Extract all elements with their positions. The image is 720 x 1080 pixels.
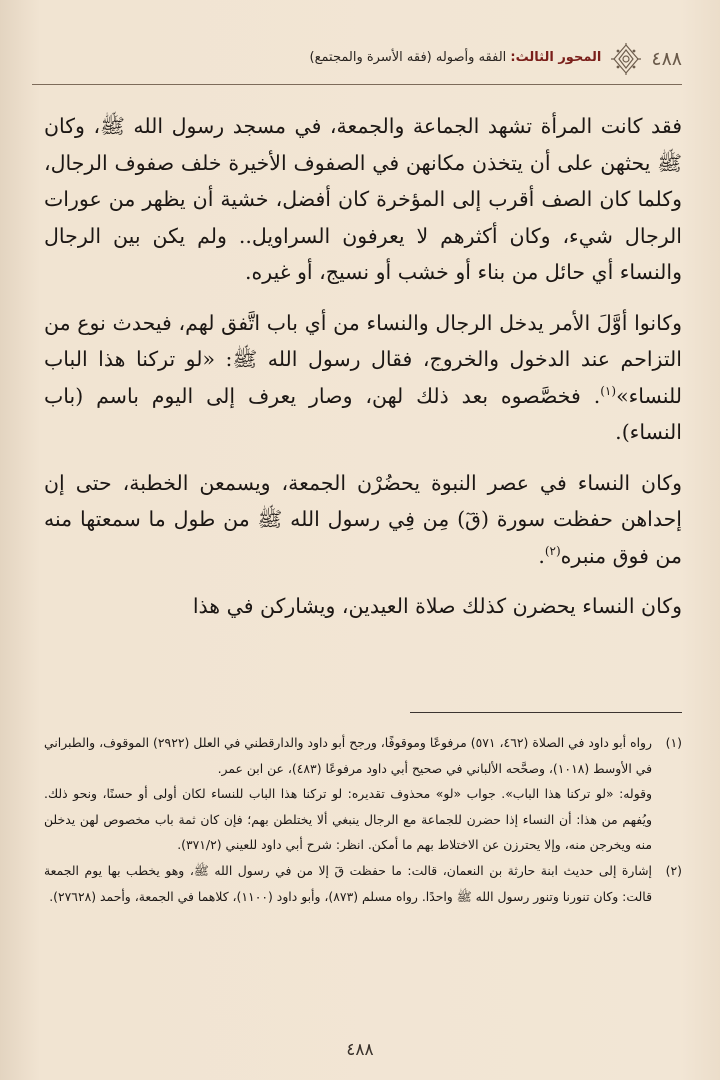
paragraph-text: وكان النساء يحضرن كذلك صلاة العيدين، ويشاركن في هذا xyxy=(192,594,682,618)
body-paragraph xyxy=(44,108,682,291)
main-text xyxy=(44,108,682,639)
footer-page-number: ٤٨٨ xyxy=(346,1040,374,1060)
header-section-label: المحور الثالث: xyxy=(510,50,602,65)
header-page-number: ٤٨٨ xyxy=(651,48,682,70)
footnotes xyxy=(44,730,682,909)
paragraph-text: فقد كانت المرأة تشهد الجماعة والجمعة، في مسجد رسول الله ﷺ، وكان ﷺ يحثهن على أن يتخذن مكانهن في الصفوف الأخيرة خلف صفوف الرجال، وكلما كان الصف أقرب إلى المؤخرة كان أفضل، خشية أن يظهر من عورات الرجال شيء، وكان أكثرهم لا يعرفون السراويل.. ولم يكن بين الرجال والنساء أي حائل من بناء أو خشب أو نسيج، أو غيره. xyxy=(44,114,682,284)
header-title xyxy=(310,48,602,68)
paragraph-text: . xyxy=(538,543,545,568)
footnote-body xyxy=(44,858,652,909)
footnote-separator xyxy=(410,712,682,713)
paragraph-text: وكان النساء في عصر النبوة يحضُرْن الجمعة، ويسمعن الخطبة، حتى إن إحداهن حفظت سورة (قٓ) مِن فِي رسول الله ﷺ من طول ما سمعتها منه من فوق منبره xyxy=(44,470,682,568)
header-section-title: الفقه وأصوله (فقه الأسرة والمجتمع) xyxy=(309,50,507,65)
footnote-text: رواه أبو داود في الصلاة (٤٦٢، ٥٧١) مرفوعًا وموقوفًا، ورجح أبو داود والدارقطني في العلل (٢٩٢٢) الموقوف، والطبراني في الأوسط (١٠١٨)، وصحَّحه الألباني في صحيح أبي داود مرفوعًا (٤٨٣)، عن ابن عمر. xyxy=(44,735,652,776)
footnote-number: (١) xyxy=(665,735,682,750)
body-paragraph xyxy=(44,465,682,575)
footnote-ref: (٢) xyxy=(544,543,561,558)
footnote xyxy=(44,858,682,909)
body-paragraph xyxy=(44,305,682,451)
running-header xyxy=(32,48,682,88)
footnote-body xyxy=(44,730,652,858)
footnote-text: وقوله: «لو تركنا هذا الباب». جواب «لو» محذوف تقديره: لو تركنا هذا الباب للنساء لكان أولى أو حسنًا، ونحو ذلك. ويُفهم من هذا: أن النساء إذا حضرن للجماعة مع الرجال ينبغي ألا يختلطن بهم؛ فإن كان ثمة باب مخصوص لهن يدخلن منه ويخرجن منه، وإلا يحترزن عن الاختلاط بهم ما أمكن. انظر: شرح أبي داود للعيني (٣٧١/٢). xyxy=(44,786,652,853)
paragraph-text: . فخصَّصوه بعد ذلك لهن، وصار يعرف إلى اليوم باسم (باب النساء). xyxy=(44,383,682,444)
footnote-number: (٢) xyxy=(665,862,682,878)
footnote-ref: (١) xyxy=(600,383,617,398)
body-paragraph xyxy=(44,588,682,625)
ornament-icon xyxy=(609,42,643,76)
footnote-text: إشارة إلى حديث ابنة حارثة بن النعمان، قالت: ما حفظت قٓ إلا من في رسول الله ﷺ، وهو يخطب بها يوم الجمعة قالت: وكان تنورنا وتنور رسول الله ﷺ واحدًا. رواه مسلم (٨٧٣)، وأبو داود (١١٠٠)، كلاهما في الجمعة، وأحمد (٢٧٦٢٨). xyxy=(44,862,652,904)
header-rule xyxy=(32,84,682,85)
footnote xyxy=(44,730,682,858)
paragraph-text: وكانوا أوَّلَ الأمر يدخل الرجال والنساء من أي باب اتَّفق لهم، فيحدث نوع من التزاحم عند الدخول والخروج، فقال رسول الله ﷺ: «لو تركنا هذا الباب للنساء» xyxy=(44,310,683,408)
